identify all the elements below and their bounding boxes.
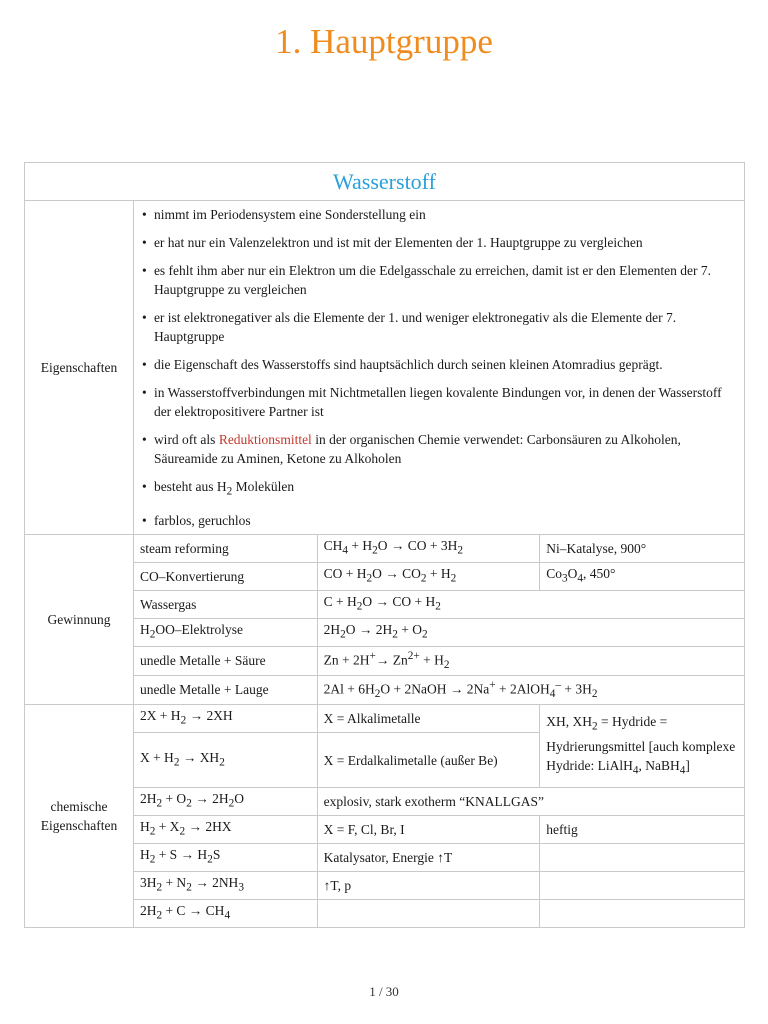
note-cell: explosiv, stark exotherm “KNALLGAS”: [317, 788, 744, 816]
table-row: [25, 534, 745, 562]
list-item: • es fehlt ihm aber nur ein Elektron um die Edelgasschale zu erreichen, damit ist er den Elementen der 7. Hauptgruppe zu vergleichen: [140, 261, 734, 299]
highlight-reduktionsmittel: Reduktionsmittel: [218, 432, 312, 447]
arrow-up-icon: ↑: [323, 878, 331, 894]
note-cell: ↑T, p: [317, 872, 540, 900]
method-saeure: unedle Metalle + Säure: [133, 646, 317, 675]
reaction-equation: $2H_2O \to 2H_2 + O_2$: [317, 618, 744, 646]
hydride-note: XH, $XH_2$ = Hydride = Hydrierungsmittel [auch komplexe Hydride: LiAlH$_4$, NaBH$_4$]: [540, 705, 745, 788]
table-row: [25, 844, 745, 872]
list-item: • in Wasserstoffverbindungen mit Nichtmetallen liegen kovalente Bindungen vor, in denen der Wasserstoff der elektropositivere Partner ist: [140, 383, 734, 421]
list-item: • die Eigenschaft des Wasserstoffs sind hauptsächlich durch seinen kleinen Atomradius geprägt.: [140, 355, 734, 374]
table-row: [25, 618, 745, 646]
reaction-equation: CO + $H_2O \to CO_2 + H_2$: [317, 562, 540, 590]
method-wassergas: Wassergas: [133, 590, 317, 618]
reaction-equation: $2H_2 + C \to CH_4$: [133, 900, 317, 928]
row-label-eigenschaften: Eigenschaften: [25, 201, 134, 535]
reaction-equation: $2X + H_2 \to 2XH$: [133, 705, 317, 733]
method-lauge: unedle Metalle + Lauge: [133, 675, 317, 704]
table-row: [25, 705, 745, 733]
list-item: • nimmt im Periodensystem eine Sonderstellung ein: [140, 205, 734, 224]
reaction-equation: $H_2 + X_2 \to 2HX$: [133, 816, 317, 844]
table-row: [25, 900, 745, 928]
properties-list: [140, 201, 738, 534]
reaction-equation: $2Al + 6H_2O$ + 2NaOH → 2Na+ + 2AlOH$_4$– + $3H_2$: [317, 675, 744, 704]
method-co-konvertierung: CO–Konvertierung: [133, 562, 317, 590]
list-item: • er ist elektronegativer als die Elemente der 1. und weniger elektronegativ als die Elemente der 7. Hauptgruppe: [140, 308, 734, 346]
reaction-equation: $2H_2 + O_2 \to 2H_2O$: [133, 788, 317, 816]
row-label-chemische-eigenschaften: chemische Eigenschaften: [25, 705, 134, 928]
reaction-equation: $C + H_2O$ → CO + $H_2$: [317, 590, 744, 618]
table-row: [25, 590, 745, 618]
table-row: [25, 646, 745, 675]
note-cell: X = Alkalimetalle: [317, 705, 540, 733]
method-elektrolyse: $H_2OO$–Elektrolyse: [133, 618, 317, 646]
empty-cell: [317, 900, 540, 928]
note-cell: Katalysator, Energie ↑T: [317, 844, 540, 872]
table-row: [25, 872, 745, 900]
arrow-up-icon: ↑: [437, 850, 444, 866]
list-item: • farblos, geruchlos: [140, 511, 734, 530]
table-row: [25, 562, 745, 590]
row-label-gewinnung: Gewinnung: [25, 534, 134, 704]
empty-cell: [540, 900, 745, 928]
reaction-equation: $CH_4 + H_2O$ → CO + $3H_2$: [317, 534, 540, 562]
properties-cell: [133, 201, 744, 535]
table-row: [25, 675, 745, 704]
empty-cell: [540, 844, 745, 872]
note-cell: heftig: [540, 816, 745, 844]
list-item: • besteht aus $H_2$ Molekülen: [140, 477, 734, 502]
condition-cell: Ni–Katalyse, 900°: [540, 534, 745, 562]
reaction-equation: $3H_2 + N_2 \to 2NH_3$: [133, 872, 317, 900]
empty-cell: [540, 872, 745, 900]
hydrogen-table: [24, 162, 745, 928]
reaction-equation: $H_2 + S \to H_2S$: [133, 844, 317, 872]
section-title: Wasserstoff: [25, 163, 745, 201]
note-cell: X = Erdalkalimetalle (außer Be): [317, 733, 540, 788]
list-item: • wird oft als Reduktionsmittel in der organischen Chemie verwendet: Carbonsäuren zu Alkoholen, Säureamide zu Aminen, Ketone zu Alkoholen: [140, 430, 734, 468]
list-item: • er hat nur ein Valenzelektron und ist mit der Elementen der 1. Hauptgruppe zu vergleichen: [140, 233, 734, 252]
reaction-equation: $Zn + 2H^+\to Zn^{2+} + H_2$: [317, 646, 744, 675]
method-steam-reforming: steam reforming: [133, 534, 317, 562]
note-cell: X = F, Cl, Br, I: [317, 816, 540, 844]
table-row: [25, 788, 745, 816]
page-title: 1. Hauptgruppe: [275, 22, 493, 61]
condition-cell: $Co_3O_4$, 450°: [540, 562, 745, 590]
page-number: 1 / 30: [369, 984, 399, 999]
table-row: [25, 816, 745, 844]
reaction-equation: $X + H_2 \to XH_2$: [133, 733, 317, 788]
